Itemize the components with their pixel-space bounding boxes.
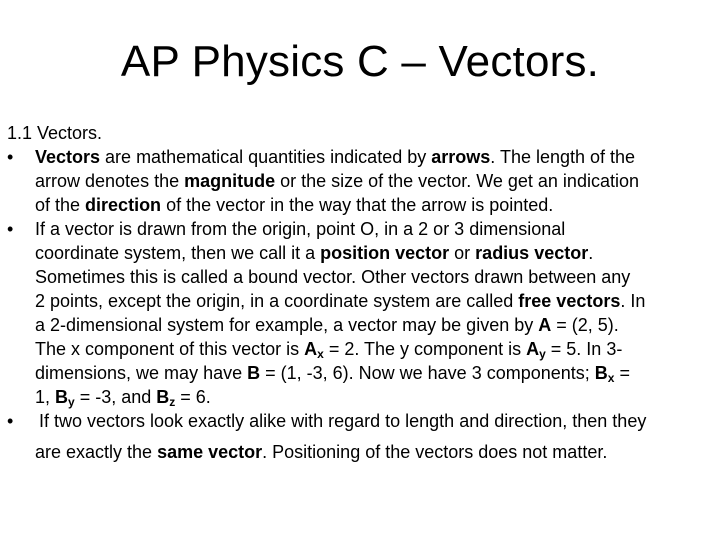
text-line [35,385,719,409]
bold-term: same vector [157,442,263,462]
bold-term: Vectors [35,147,101,167]
text-line [35,361,719,385]
text-run: = 6. [175,387,211,407]
text-run: coordinate system, then we call it a [35,243,321,263]
text-run: If two vectors look exactly alike with regard to length and direction, then they [39,411,647,431]
bullet-marker: • [7,411,14,431]
bullet-text [35,217,719,409]
text-run: a 2-dimensional system for example, a vector may be given by [35,315,539,335]
subscript: x [317,347,324,361]
text-line [35,241,719,265]
subscript: y [68,395,75,409]
bold-term: A [538,315,552,335]
text-line [35,313,719,337]
bold-term: free vectors [518,291,621,311]
bold-term: A [526,339,540,359]
text-run: = 5. In 3- [545,339,623,359]
text-run: arrow denotes the [35,171,185,191]
bold-term: magnitude [184,171,276,191]
bold-term: B [55,387,69,407]
text-run: = 2. The y component is [323,339,527,359]
text-line [35,337,719,361]
bold-term: radius vector [475,243,589,263]
bold-term: B [594,363,608,383]
text-line [35,265,719,289]
text-run: or [449,243,476,263]
bold-term: direction [85,195,162,215]
text-line [35,217,719,241]
text-run: of the vector in the way that the arrow is pointed. [161,195,554,215]
bullet-item [7,217,719,409]
text-run: Sometimes this is called a bound vector. Other vectors drawn between any [35,267,631,287]
text-line [35,169,719,193]
subscript: x [607,371,615,385]
bold-term: B [156,387,170,407]
bold-term: A [304,339,318,359]
slide-title: AP Physics C – Vectors. [120,37,600,86]
text-run: = (2, 5). [551,315,619,335]
subscript: z [169,395,176,409]
bullet-text [35,145,719,217]
text-run: = [614,363,630,383]
text-run: = -3, and [74,387,157,407]
bold-term: B [247,363,261,383]
text-line [35,193,719,217]
text-run: are exactly the [35,442,158,462]
text-run: 1, [35,387,56,407]
text-run: 2 points, except the origin, in a coordinate system are called [35,291,519,311]
subscript: y [539,347,546,361]
text-run: are mathematical quantities indicated by [100,147,432,167]
bullet-item [7,409,719,464]
bold-term: arrows [431,147,491,167]
bullet-marker: • [7,147,14,167]
text-line [35,409,719,433]
bullet-marker: • [7,219,14,239]
text-line [35,289,719,313]
text-run: . The length of the [490,147,636,167]
text-run: . In [620,291,646,311]
text-run: = (1, -3, 6). Now we have 3 components; [260,363,595,383]
text-run: of the [35,195,86,215]
bold-term: position vector [320,243,450,263]
bullet-item [7,145,719,217]
text-run: . Positioning of the vectors does not matter. [262,442,608,462]
bullet-text [35,409,719,464]
text-run: or the size of the vector. We get an indication [275,171,639,191]
text-run: If a vector is drawn from the origin, point O, in a 2 or 3 dimensional [35,219,566,239]
text-run: The x component of this vector is [35,339,305,359]
text-run: . [588,243,594,263]
slide-body [7,121,719,464]
text-line [35,145,719,169]
text-line [35,440,719,464]
text-run: dimensions, we may have [35,363,248,383]
section-heading: 1.1 Vectors. [7,123,103,143]
